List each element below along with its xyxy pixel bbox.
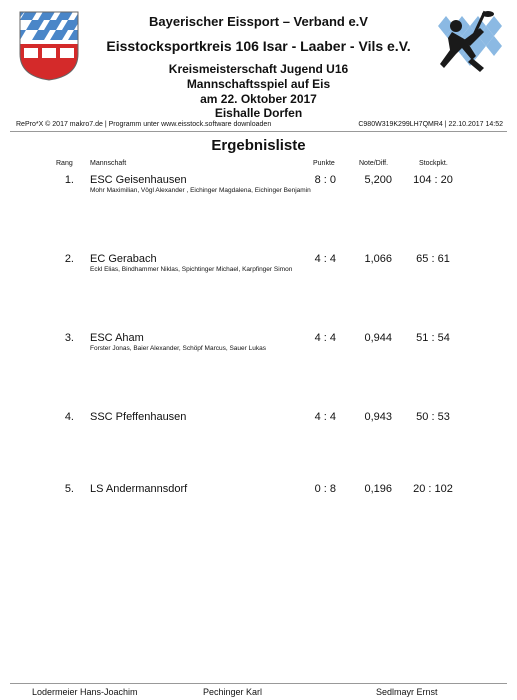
col-header-diff: Note/Diff. <box>359 160 389 167</box>
result-stock: 51 : 54 <box>416 332 450 344</box>
col-header-team: Mannschaft <box>90 160 127 167</box>
result-rank: 2. <box>64 253 74 265</box>
result-members: Forster Jonas, Baier Alexander, Schöpf Marcus, Sauer Lukas <box>90 345 266 352</box>
result-diff: 0,944 <box>364 332 392 344</box>
result-members: Eckl Elias, Bindhammer Niklas, Spichtinger Michael, Karpfinger Simon <box>90 266 293 273</box>
result-team: ESC Geisenhausen <box>90 174 187 186</box>
software-note: RePro*X © 2017 makro7.de | Programm unter www.eisstock.software downloaden <box>16 121 272 128</box>
result-rank: 1. <box>64 174 74 186</box>
footer-divider <box>10 683 507 684</box>
page-title: Ergebnisliste <box>211 137 306 154</box>
association-name: Bayerischer Eissport – Verband e.V <box>149 14 368 29</box>
result-rank: 3. <box>64 332 74 344</box>
event-subtitle: Mannschaftsspiel auf Eis <box>186 77 331 91</box>
result-stock: 50 : 53 <box>416 411 450 423</box>
result-stock: 104 : 20 <box>413 174 453 186</box>
result-team: EC Gerabach <box>90 253 157 265</box>
col-header-points: Punkte <box>313 160 335 167</box>
result-rank: 5. <box>64 483 74 495</box>
result-diff: 0,196 <box>364 483 392 495</box>
result-diff: 1,066 <box>364 253 392 265</box>
event-venue: Eishalle Dorfen <box>214 106 303 120</box>
result-team: SSC Pfeffenhausen <box>90 411 187 423</box>
result-team: ESC Aham <box>90 332 144 344</box>
official-name: Sedlmayr Ernst <box>376 687 438 697</box>
result-stock: 20 : 102 <box>413 483 453 495</box>
result-points: 8 : 0 <box>314 174 336 186</box>
col-header-stock: Stockpkt. <box>419 160 448 167</box>
col-header-rank: Rang <box>56 160 73 167</box>
result-team: LS Andermannsdorf <box>90 483 188 495</box>
result-rank: 4. <box>64 411 74 423</box>
event-date: am 22. Oktober 2017 <box>200 92 317 106</box>
result-points: 4 : 4 <box>314 253 336 265</box>
result-points: 4 : 4 <box>314 332 336 344</box>
result-points: 0 : 8 <box>314 483 336 495</box>
district-name: Eisstocksportkreis 106 Isar - Laaber - Vils e.V. <box>106 38 411 54</box>
result-stock: 65 : 61 <box>416 253 450 265</box>
header-divider <box>10 131 507 132</box>
result-diff: 0,943 <box>364 411 392 423</box>
official-name: Lodermeier Hans-Joachim <box>32 687 138 697</box>
event-title: Kreismeisterschaft Jugend U16 <box>168 62 349 76</box>
result-points: 4 : 4 <box>314 411 336 423</box>
official-name: Pechinger Karl <box>203 687 263 697</box>
document-code: C980W319K299LH7QMR4 | 22.10.2017 14:52 <box>358 121 503 128</box>
result-members: Mohr Maximilian, Vögl Alexander , Eichinger Magdalena, Eichinger Benjamin <box>90 187 311 194</box>
result-diff: 5,200 <box>364 174 392 186</box>
